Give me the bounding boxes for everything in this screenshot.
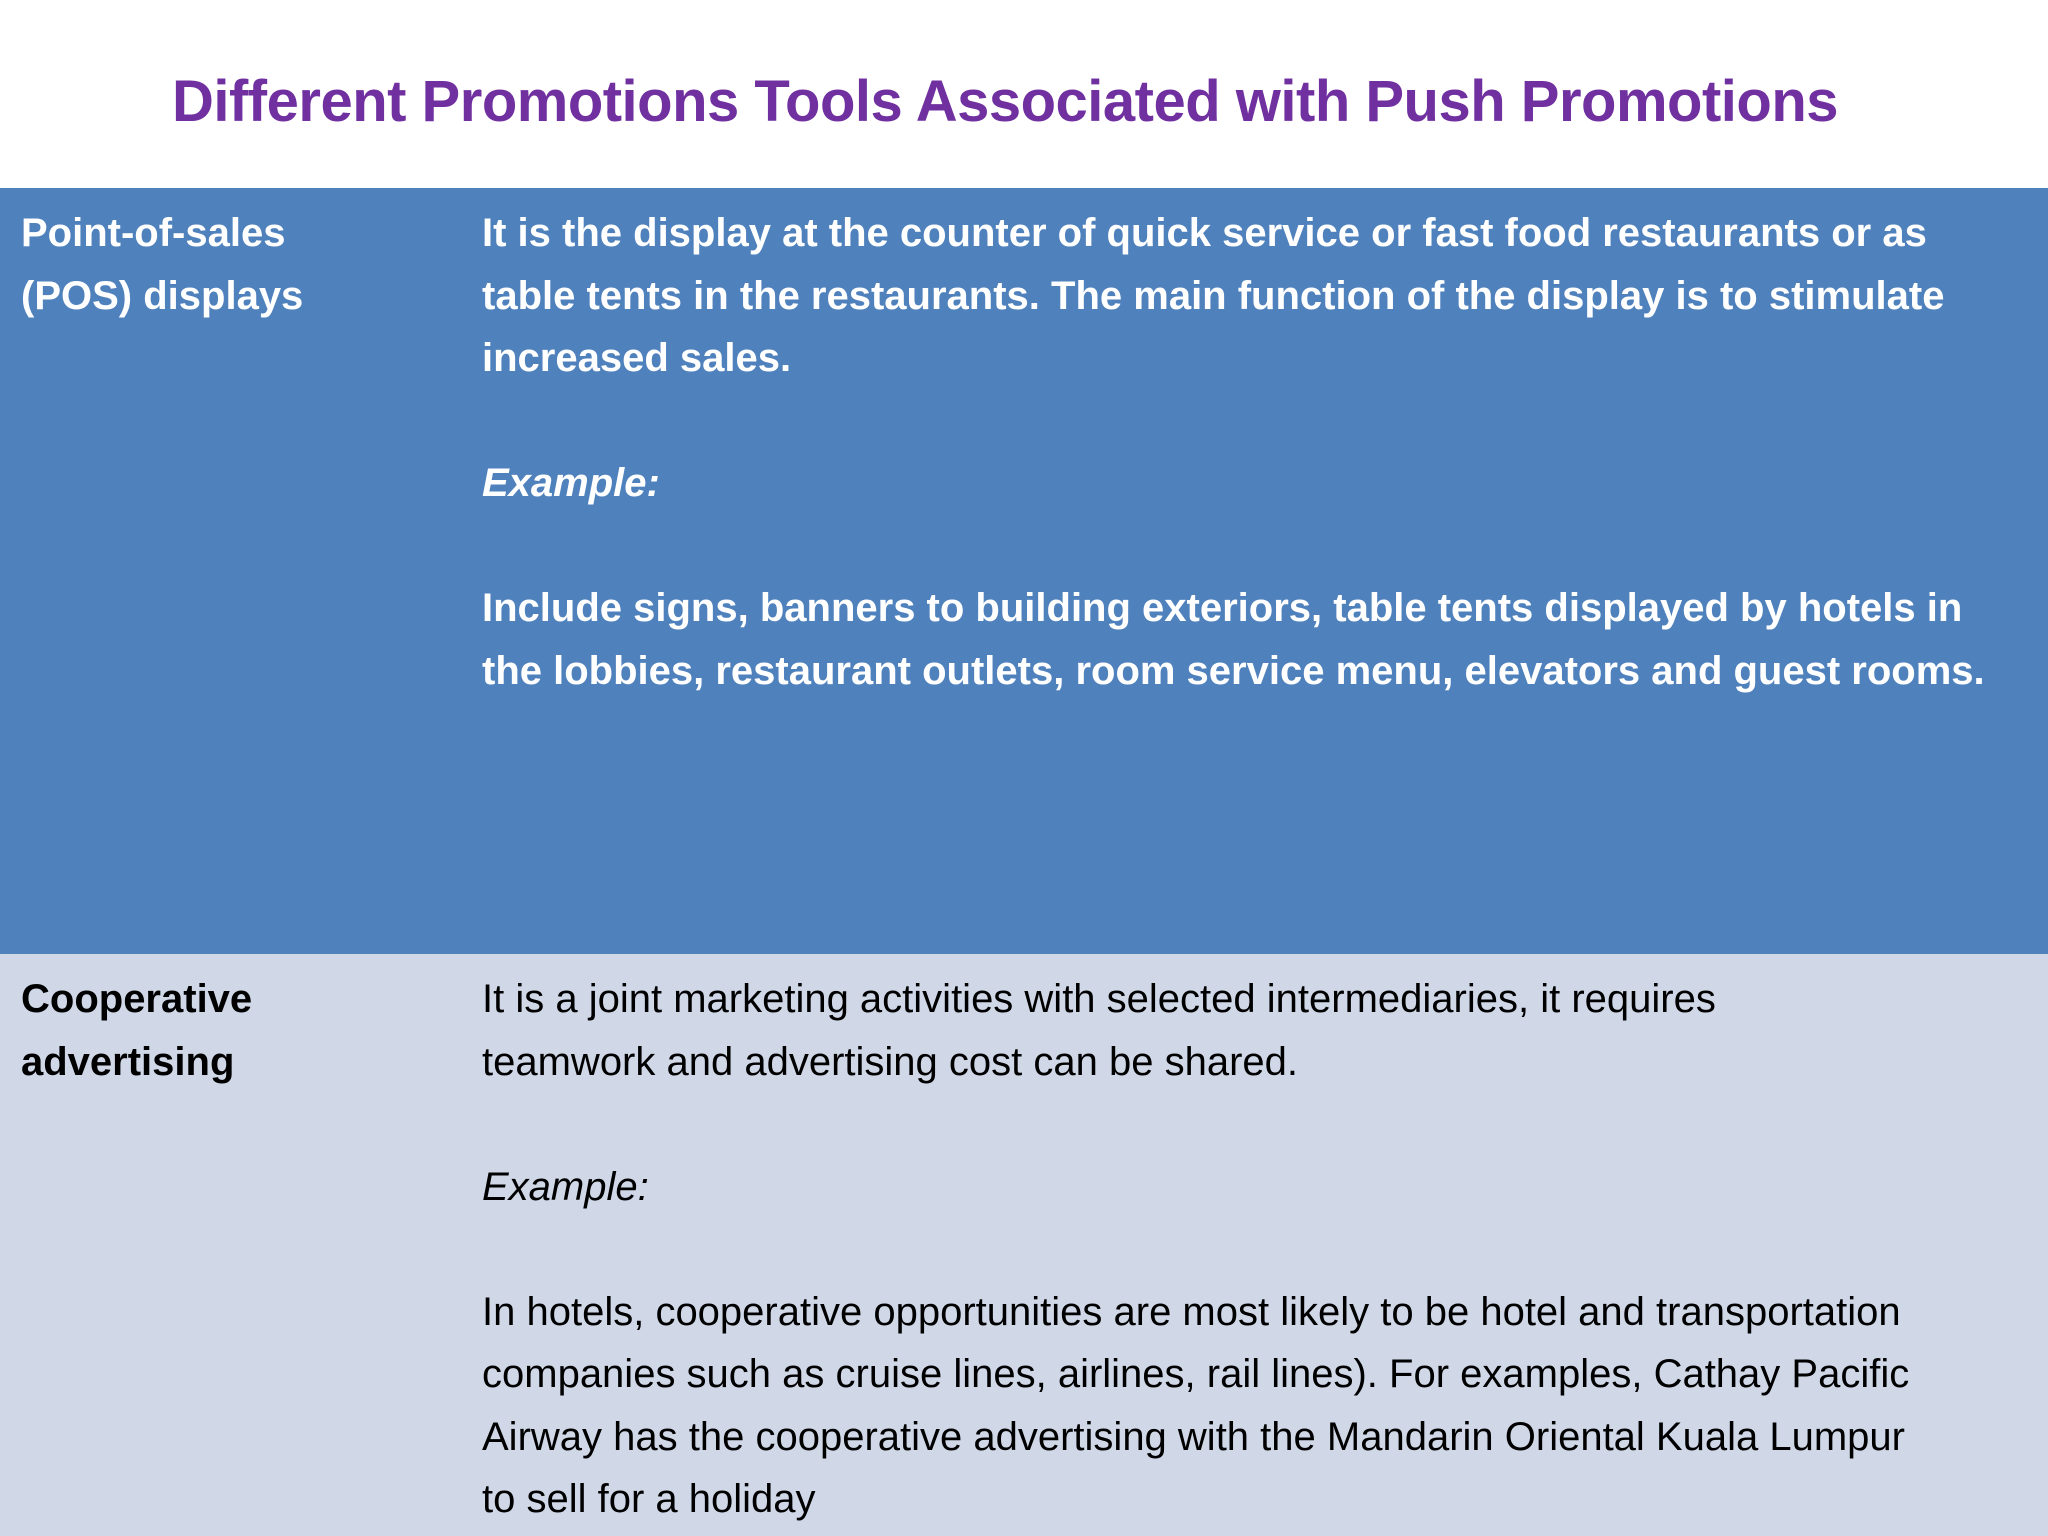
description-text: It is the display at the counter of quick service or fast food restaurants or as table tents in the restaurants. The main function of the display is to stimulate increased sales. bbox=[482, 211, 1945, 380]
description-cell bbox=[482, 968, 2022, 1531]
description-cell bbox=[482, 202, 2022, 702]
description-text: It is a joint marketing activities with selected intermediaries, it requires teamwork and advertising cost can be shared. bbox=[482, 977, 1716, 1084]
example-text: In hotels, cooperative opportunities are most likely to be hotel and transportation companies such as cruise lines, airlines, rail lines). For examples, Cathay Pacific Airway has the cooperative advertising with the Mandarin Oriental Kuala Lumpur to sell for a holiday bbox=[482, 1289, 1910, 1521]
example-label: Example: bbox=[482, 1164, 649, 1209]
term-cell bbox=[21, 202, 321, 327]
example-label: Example: bbox=[482, 461, 660, 505]
table-row-pos-displays bbox=[0, 188, 2048, 954]
term-label: Cooperative advertising bbox=[21, 977, 253, 1084]
term-label: Point-of-sales (POS) displays bbox=[21, 211, 304, 318]
slide-title: Different Promotions Tools Associated with Push Promotions bbox=[171, 69, 1839, 134]
example-text: Include signs, banners to building exteriors, table tents displayed by hotels in the lobbies, restaurant outlets, room service menu, elevators and guest rooms. bbox=[482, 586, 1985, 693]
table-row-cooperative-advertising bbox=[0, 954, 2048, 1536]
term-cell bbox=[21, 968, 321, 1093]
